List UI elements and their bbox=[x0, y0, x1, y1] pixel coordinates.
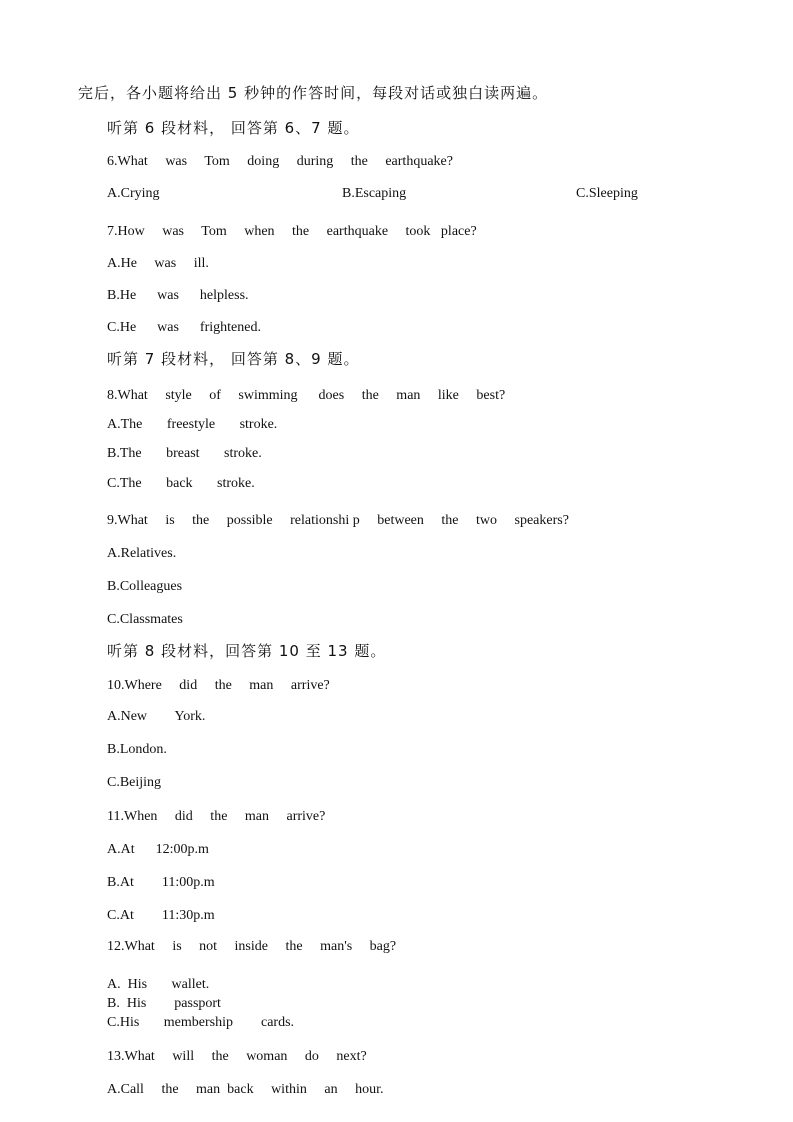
section-heading: 听第 8 段材料，回答第 10 至 13 题。 bbox=[107, 642, 387, 660]
intro-text: 完后，各小题将给出 5 秒钟的作答时间，每段对话或独白读两遍。 bbox=[78, 84, 549, 102]
option-a[interactable]: A.He was ill. bbox=[107, 256, 209, 271]
section-heading: 听第 7 段材料， 回答第 8、9 题。 bbox=[107, 350, 360, 368]
option-b[interactable]: B. His passport bbox=[107, 996, 221, 1011]
option-c[interactable]: C.He was frightened. bbox=[107, 320, 261, 335]
question-text: 9.What is the possible relationshi p between the two speakers? bbox=[107, 513, 569, 528]
question-text: 11.When did the man arrive? bbox=[107, 809, 326, 824]
question-text: 6.What was Tom doing during the earthquake? bbox=[107, 154, 453, 169]
section-heading: 听第 6 段材料， 回答第 6、7 题。 bbox=[107, 119, 360, 137]
option-c[interactable]: C.Beijing bbox=[107, 775, 162, 790]
option-b[interactable]: B.At 11:00p.m bbox=[107, 875, 215, 890]
question-text: 13.What will the woman do next? bbox=[107, 1049, 367, 1064]
option-c[interactable]: C.His membership cards. bbox=[107, 1015, 295, 1030]
question-text: 12.What is not inside the man's bag? bbox=[107, 939, 397, 954]
option-b[interactable]: B.London. bbox=[107, 742, 167, 757]
question-text: 8.What style of swimming does the man like best? bbox=[107, 388, 506, 403]
option-b[interactable]: B.Escaping bbox=[342, 186, 407, 201]
option-b[interactable]: B.The breast stroke. bbox=[107, 446, 262, 461]
question-text: 7.How was Tom when the earthquake took place? bbox=[107, 224, 477, 239]
option-a[interactable]: A.Call the man back within an hour. bbox=[107, 1082, 384, 1097]
option-a[interactable]: A.New York. bbox=[107, 709, 206, 724]
option-a[interactable]: A.Relatives. bbox=[107, 546, 177, 561]
option-a[interactable]: A. His wallet. bbox=[107, 977, 210, 992]
option-b[interactable]: B.Colleagues bbox=[107, 579, 183, 594]
option-a[interactable]: A.The freestyle stroke. bbox=[107, 417, 278, 432]
option-b[interactable]: B.He was helpless. bbox=[107, 288, 249, 303]
option-a[interactable]: A.At 12:00p.m bbox=[107, 842, 209, 857]
option-c[interactable]: C.Sleeping bbox=[576, 186, 638, 201]
option-c[interactable]: C.The back stroke. bbox=[107, 476, 255, 491]
option-c[interactable]: C.At 11:30p.m bbox=[107, 908, 215, 923]
option-a[interactable]: A.Crying bbox=[107, 186, 160, 201]
question-text: 10.Where did the man arrive? bbox=[107, 678, 330, 693]
option-c[interactable]: C.Classmates bbox=[107, 612, 183, 627]
